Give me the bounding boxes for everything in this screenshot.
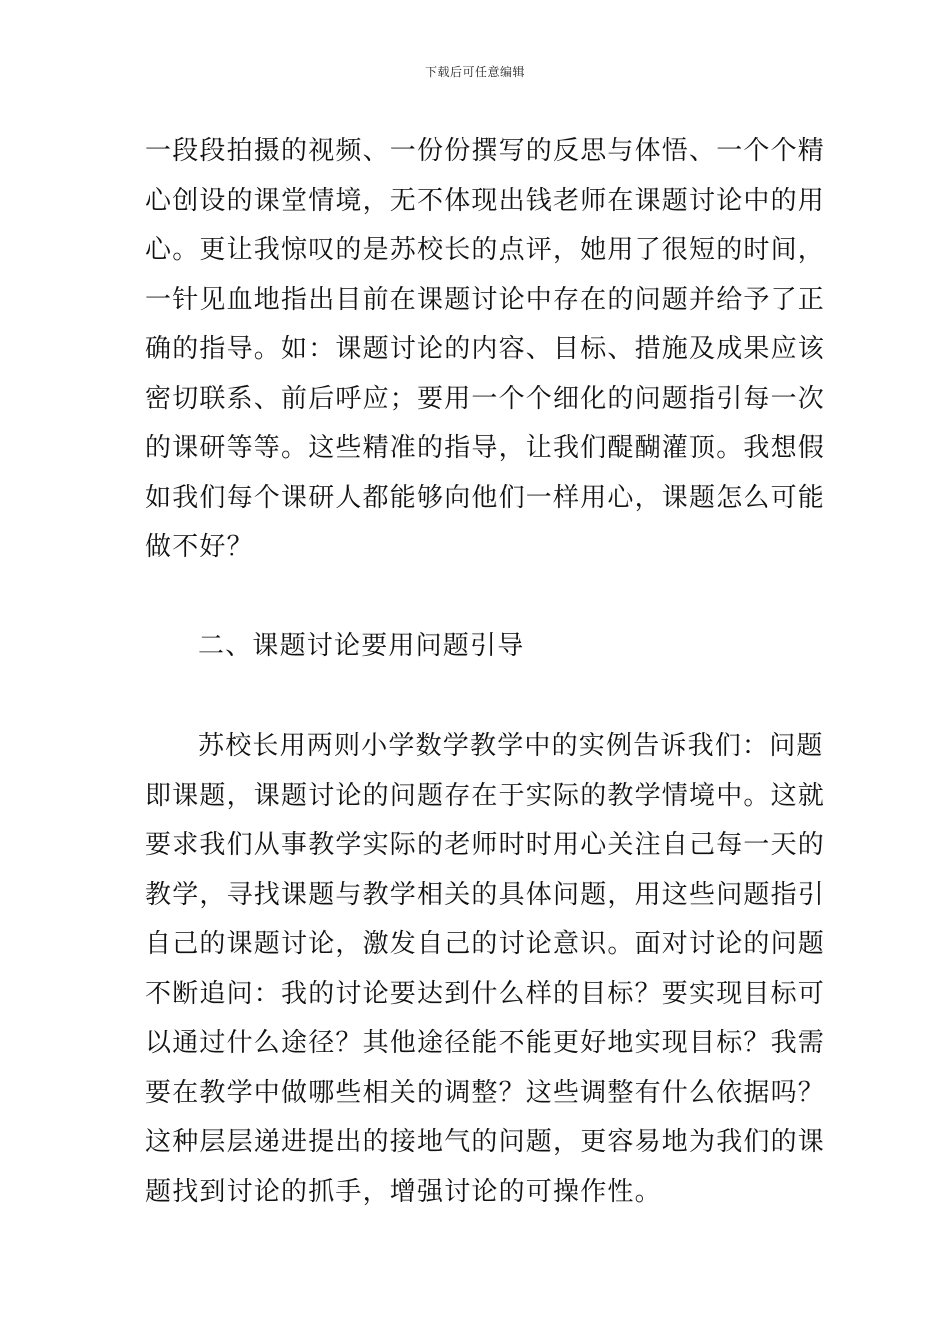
paragraph-line: 一段段拍摄的视频、一份份撰写的反思与体悟、一个个精	[145, 136, 826, 166]
paragraph-line: 心创设的课堂情境，无不体现出钱老师在课题讨论中的用	[145, 185, 826, 216]
paragraph-line: 以通过什么途径？其他途径能不能更好地实现目标？我需	[145, 1028, 826, 1058]
paragraph-line: 的课研等等。这些精准的指导，让我们醍醐灌顶。我想假	[145, 433, 826, 463]
paragraph-2	[145, 722, 826, 1217]
paragraph-line: 教学，寻找课题与教学相关的具体问题，用这些问题指引	[145, 879, 826, 910]
paragraph-line: 这种层层递进提出的接地气的问题，更容易地为我们的课	[145, 1127, 826, 1157]
paragraph-line: 密切联系、前后呼应；要用一个个细化的问题指引每一次	[145, 383, 826, 414]
paragraph-line: 做不好？	[145, 532, 254, 562]
paragraph-line: 确的指导。如：课题讨论的内容、目标、措施及成果应该	[145, 334, 826, 364]
section-heading-text: 二、课题讨论要用问题引导	[198, 631, 525, 661]
paragraph-line: 要求我们从事教学实际的老师时时用心关注自己每一天的	[145, 830, 826, 860]
paragraph-line: 即课题，课题讨论的问题存在于实际的教学情境中。这就	[145, 780, 826, 811]
paragraph-line: 要在教学中做哪些相关的调整？这些调整有什么依据吗？	[145, 1077, 826, 1108]
paragraph-line: 苏校长用两则小学数学教学中的实例告诉我们：问题	[198, 731, 824, 761]
paragraph-line: 自己的课题讨论，激发自己的讨论意识。面对讨论的问题	[145, 929, 826, 959]
paragraph-line: 题找到讨论的抓手，增强讨论的可操作性。	[145, 1176, 662, 1207]
paragraph-line: 心。更让我惊叹的是苏校长的点评，她用了很短的时间，	[145, 235, 826, 265]
paragraph-line: 不断追问：我的讨论要达到什么样的目标？要实现目标可	[145, 978, 826, 1009]
paragraph-line: 如我们每个课研人都能够向他们一样用心，课题怎么可能	[145, 482, 826, 513]
section-heading	[145, 622, 810, 672]
paragraph-line: 一针见血地指出目前在课题讨论中存在的问题并给予了正	[145, 284, 826, 315]
paragraph-1	[145, 127, 826, 573]
page-header: 下载后可任意编辑	[424, 65, 525, 79]
